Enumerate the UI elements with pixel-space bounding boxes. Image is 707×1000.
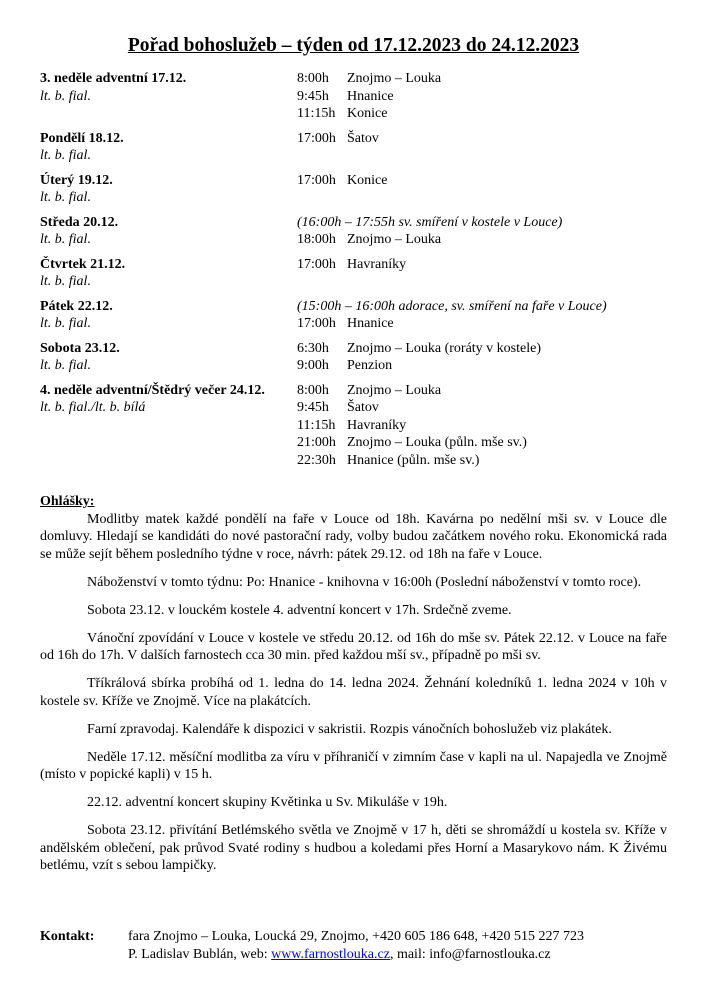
day-info <box>40 172 297 207</box>
service-entry <box>297 340 680 358</box>
liturgical-color: lt. b. fial. <box>40 232 91 247</box>
service-time: 17:00h <box>297 172 336 188</box>
contact-row-1 <box>40 928 680 946</box>
day-services <box>297 298 680 333</box>
contact-web-mail <box>128 946 551 964</box>
schedule-day <box>40 70 680 123</box>
liturgical-color: lt. b. fial. <box>40 358 91 373</box>
service-entry <box>297 130 680 148</box>
liturgical-color: lt. b. fial. <box>40 88 91 104</box>
day-name: Sobota 23.12. <box>40 340 120 356</box>
service-time: 21:00h <box>297 435 336 450</box>
service-time: 17:00h <box>297 316 336 331</box>
liturgical-color: lt. b. fial./lt. b. bílá <box>40 400 146 415</box>
day-services <box>297 172 680 207</box>
day-name: 3. neděle adventní 17.12. <box>40 71 187 86</box>
day-name: Středa 20.12. <box>40 214 119 230</box>
service-place: Hnanice <box>347 88 394 104</box>
service-entry <box>297 70 680 88</box>
service-entry <box>297 382 680 400</box>
day-info <box>40 298 297 333</box>
service-time: 8:00h <box>297 71 329 86</box>
contact-label: Kontakt: <box>40 929 95 944</box>
service-place: Znojmo – Louka <box>347 232 442 247</box>
announcement-paragraph: Neděle 17.12. měsíční modlitba za víru v příhraničí v zimním čase v kapli na ul. Napajedla ve Znojmě (místo v popické kapli) v 15 h. <box>40 749 667 782</box>
day-info <box>40 214 297 249</box>
schedule-day <box>40 382 680 470</box>
service-entry <box>297 434 680 452</box>
service-place: Havraníky <box>347 256 407 272</box>
announcement-paragraph: Vánoční zpovídání v Louce v kostele ve středu 20.12. od 16h do mše sv. Pátek 22.12. v Louce na faře od 16h do 17h. V dalších farnostech cca 30 min. před každou mší sv., případně po mši sv. <box>40 630 667 663</box>
service-entry <box>297 172 680 190</box>
announcements-list <box>40 511 667 875</box>
day-info <box>40 256 297 291</box>
schedule-day <box>40 214 680 249</box>
schedule-day <box>40 172 680 207</box>
service-place: Šatov <box>347 400 379 415</box>
service-place: Znojmo – Louka (půln. mše sv.) <box>347 435 527 450</box>
service-place: Konice <box>347 106 388 121</box>
service-time: 11:15h <box>297 417 336 433</box>
liturgical-color: lt. b. fial. <box>40 316 91 331</box>
service-entry <box>297 417 680 435</box>
service-entry <box>297 105 680 123</box>
day-info <box>40 70 297 123</box>
service-time: 18:00h <box>297 232 336 247</box>
service-note: (16:00h – 17:55h sv. smíření v kostele v Louce) <box>297 214 563 230</box>
announcement-paragraph: Náboženství v tomto týdnu: Po: Hnanice - knihovna v 16:00h (Poslední náboženství v tomto roce). <box>87 574 642 590</box>
service-time: 8:00h <box>297 382 329 398</box>
day-name: Pondělí 18.12. <box>40 130 124 146</box>
service-entry <box>297 399 680 417</box>
contact-priest: P. Ladislav Bublán, web: <box>128 946 272 962</box>
service-entry <box>297 256 680 274</box>
announcement-paragraph: Farní zpravodaj. Kalendáře k dispozici v sakristii. Rozpis vánočních bohoslužeb viz plakátek. <box>87 721 612 737</box>
service-place: Šatov <box>347 130 379 146</box>
contact-row-2 <box>40 946 680 964</box>
contact-label-spacer <box>40 946 128 964</box>
liturgical-color: lt. b. fial. <box>40 148 91 163</box>
day-info <box>40 382 297 470</box>
service-place: Konice <box>347 172 388 188</box>
service-place: Znojmo – Louka <box>347 71 442 86</box>
announcements-heading: Ohlášky: <box>40 494 95 509</box>
day-name: 4. neděle adventní/Štědrý večer 24.12. <box>40 382 265 398</box>
day-name: Čtvrtek 21.12. <box>40 256 126 272</box>
announcements-section <box>40 493 667 885</box>
service-place: Hnanice (půln. mše sv.) <box>347 452 480 468</box>
service-time: 22:30h <box>297 452 336 468</box>
day-services <box>297 382 680 470</box>
contact-address: fara Znojmo – Louka, Loucká 29, Znojmo, +420 605 186 648, +420 515 227 723 <box>128 929 584 944</box>
announcement-paragraph: Tříkrálová sbírka probíhá od 1. ledna do 14. ledna 2024. Žehnání koledníků 1. ledna 2024 v 10h v kostele sv. Kříže ve Znojmě. Více na plakátcích. <box>40 676 667 709</box>
service-time: 6:30h <box>297 340 329 356</box>
announcement-paragraph: Sobota 23.12. v louckém kostele 4. adventní koncert v 17h. Srdečně zveme. <box>87 602 512 618</box>
contact-mail-label: , mail: <box>389 946 430 962</box>
contact-section <box>40 928 680 963</box>
day-services <box>297 340 680 375</box>
service-entry <box>297 88 680 106</box>
announcement-paragraph: Modlitby matek každé pondělí na faře v Louce od 18h. Kavárna po nedělní mši sv. v Louce dle domluvy. Hledají se kandidáti do nové pastorační rady, volby budou začátkem nového roku. Ekonomická rada se může sejít během posledního týdne v roce, návrh: pátek 29.12. od 18h na faře v Louce. <box>40 511 667 562</box>
day-name: Úterý 19.12. <box>40 172 113 188</box>
day-info <box>40 340 297 375</box>
service-entry <box>297 315 680 333</box>
liturgical-color: lt. b. fial. <box>40 190 91 205</box>
service-time: 9:00h <box>297 358 329 373</box>
liturgical-color: lt. b. fial. <box>40 274 91 289</box>
day-services <box>297 214 680 249</box>
day-services <box>297 70 680 123</box>
service-place: Hnanice <box>347 316 394 331</box>
service-place: Znojmo – Louka <box>347 382 442 398</box>
service-entry <box>297 452 680 470</box>
website-link[interactable]: www.farnostlouka.cz <box>271 946 390 962</box>
day-services <box>297 256 680 291</box>
schedule-day <box>40 298 680 333</box>
service-place: Havraníky <box>347 417 407 433</box>
schedule-day <box>40 130 680 165</box>
service-entry <box>297 231 680 249</box>
announcement-paragraph: 22.12. adventní koncert skupiny Květinka u Sv. Mikuláše v 19h. <box>87 795 448 810</box>
page-title: Pořad bohoslužeb – týden od 17.12.2023 do 24.12.2023 <box>127 35 580 56</box>
day-services <box>297 130 680 165</box>
service-time: 9:45h <box>297 88 329 104</box>
schedule-day <box>40 256 680 291</box>
service-time: 17:00h <box>297 130 336 146</box>
announcement-paragraph: Sobota 23.12. přivítání Betlémského světla ve Znojmě v 17 h, děti se shromáždí u kostela sv. Kříže v andělském oblečení, pak průvod Svaté rodiny s hudbou a koledami přes Horní a Masarykovo nám. K Živému betlému, vzít s sebou lampičky. <box>40 823 667 873</box>
schedule-day <box>40 340 680 375</box>
service-time: 17:00h <box>297 256 336 272</box>
service-place: Znojmo – Louka (roráty v kostele) <box>347 340 542 356</box>
email-address[interactable]: info@farnostlouka.cz <box>429 946 551 962</box>
service-place: Penzion <box>347 358 393 373</box>
day-info <box>40 130 297 165</box>
service-note: (15:00h – 16:00h adorace, sv. smíření na faře v Louce) <box>297 298 607 314</box>
service-time: 9:45h <box>297 400 329 415</box>
service-time: 11:15h <box>297 106 336 121</box>
service-schedule <box>40 70 680 476</box>
service-entry <box>297 357 680 375</box>
day-name: Pátek 22.12. <box>40 298 113 314</box>
